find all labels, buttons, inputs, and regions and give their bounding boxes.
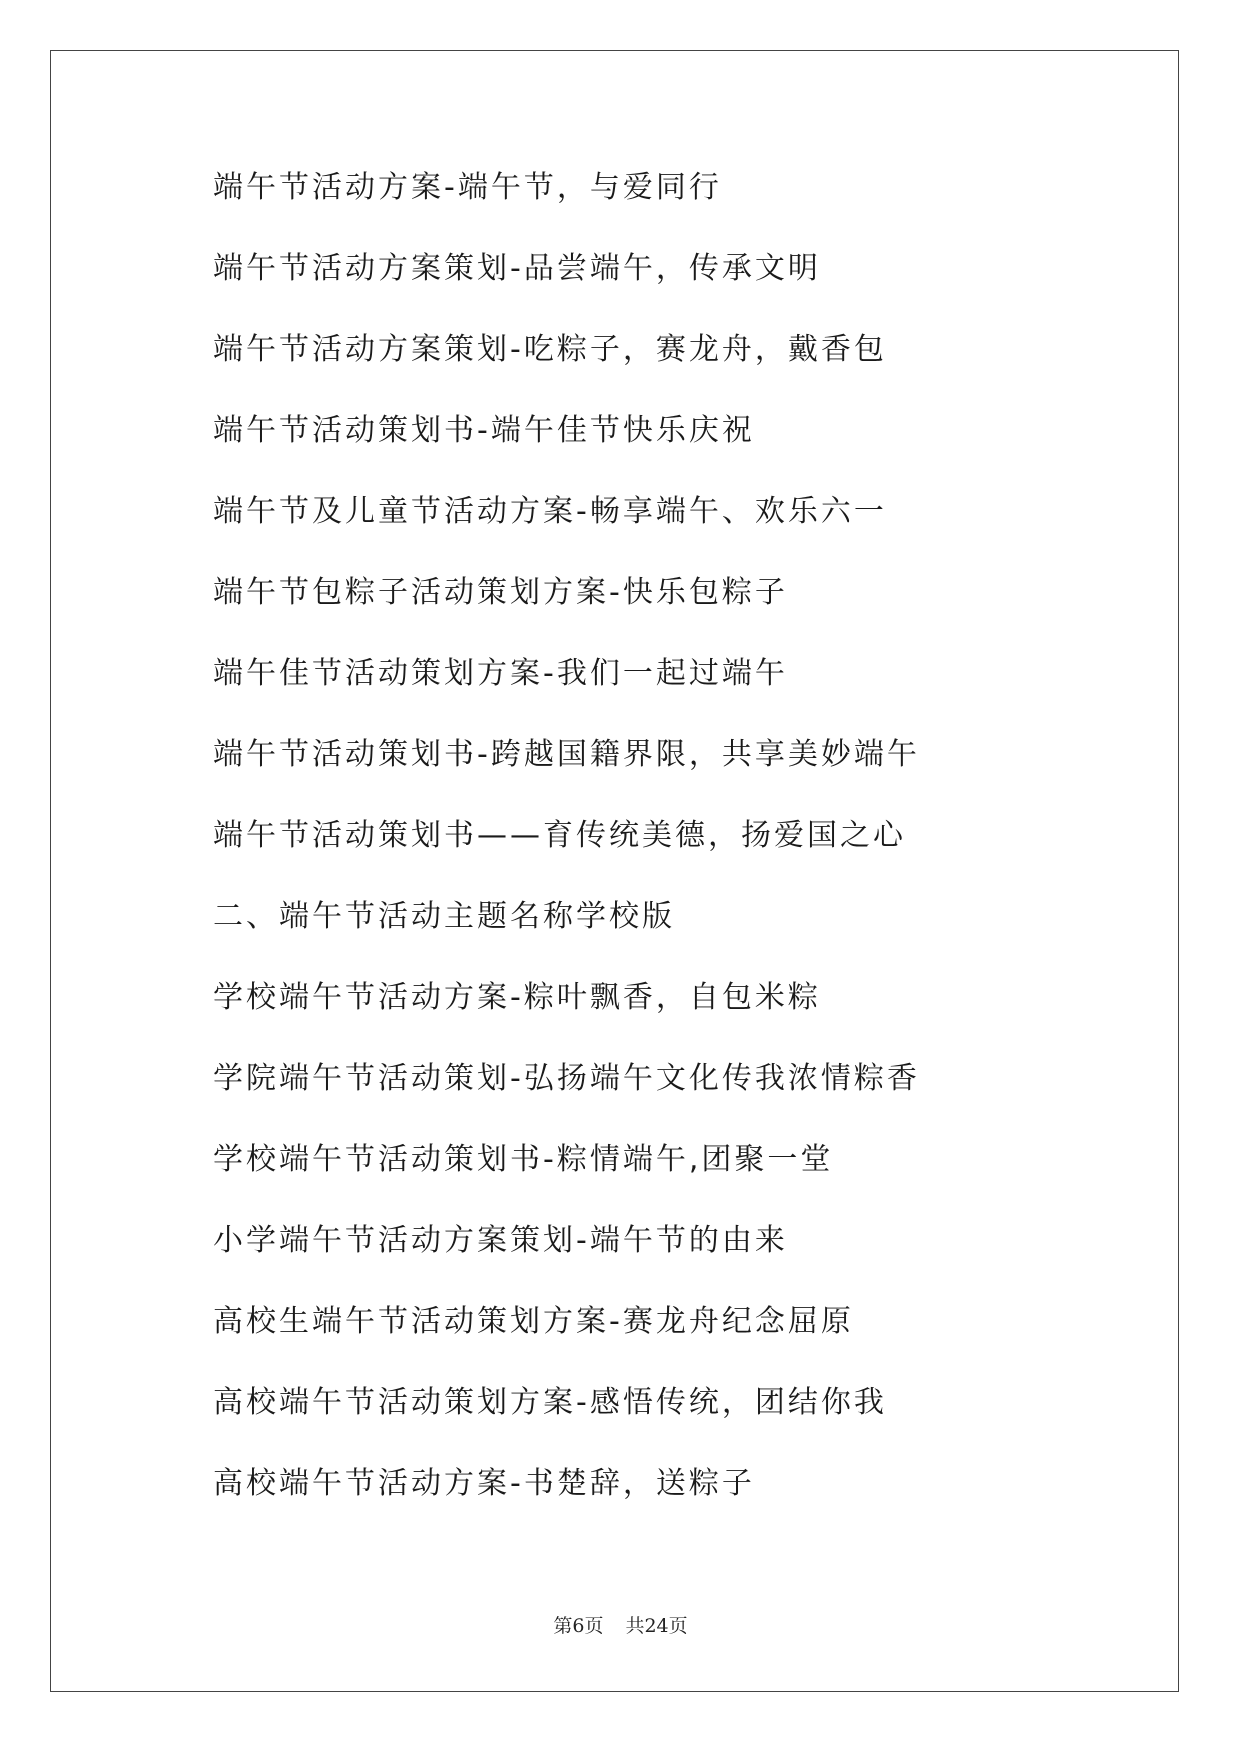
document-body xyxy=(213,168,1113,1545)
page-footer xyxy=(0,1614,1241,1638)
text-line: 高校端午节活动策划方案-感悟传统，团结你我 xyxy=(213,1385,887,1420)
text-line: 端午节活动方案-端午节，与爱同行 xyxy=(213,170,722,205)
text-line: 端午节包粽子活动策划方案-快乐包粽子 xyxy=(213,575,788,610)
text-line: 小学端午节活动方案策划-端午节的由来 xyxy=(213,1223,788,1258)
page-number: 第6页 xyxy=(553,1615,604,1637)
text-line: 学校端午节活动策划书-粽情端午,团聚一堂 xyxy=(213,1142,834,1177)
text-line: 学院端午节活动策划-弘扬端午文化传我浓情粽香 xyxy=(213,1061,920,1096)
text-line: 端午节活动方案策划-品尝端午，传承文明 xyxy=(213,251,821,286)
text-line: 端午节活动方案策划-吃粽子，赛龙舟，戴香包 xyxy=(213,332,887,367)
page-total: 共24页 xyxy=(625,1615,688,1637)
text-line: 端午佳节活动策划方案-我们一起过端午 xyxy=(213,656,788,691)
text-line: 端午节活动策划书——育传统美德，扬爱国之心 xyxy=(213,818,906,853)
text-line: 学校端午节活动方案-粽叶飘香，自包米粽 xyxy=(213,980,821,1015)
text-line: 端午节及儿童节活动方案-畅享端午、欢乐六一 xyxy=(213,494,887,529)
text-line: 高校生端午节活动策划方案-赛龙舟纪念屈原 xyxy=(213,1304,854,1339)
text-line: 端午节活动策划书-跨越国籍界限，共享美妙端午 xyxy=(213,737,920,772)
section-heading: 二、端午节活动主题名称学校版 xyxy=(213,899,675,934)
text-line: 高校端午节活动方案-书楚辞，送粽子 xyxy=(213,1466,755,1501)
text-line: 端午节活动策划书-端午佳节快乐庆祝 xyxy=(213,413,755,448)
